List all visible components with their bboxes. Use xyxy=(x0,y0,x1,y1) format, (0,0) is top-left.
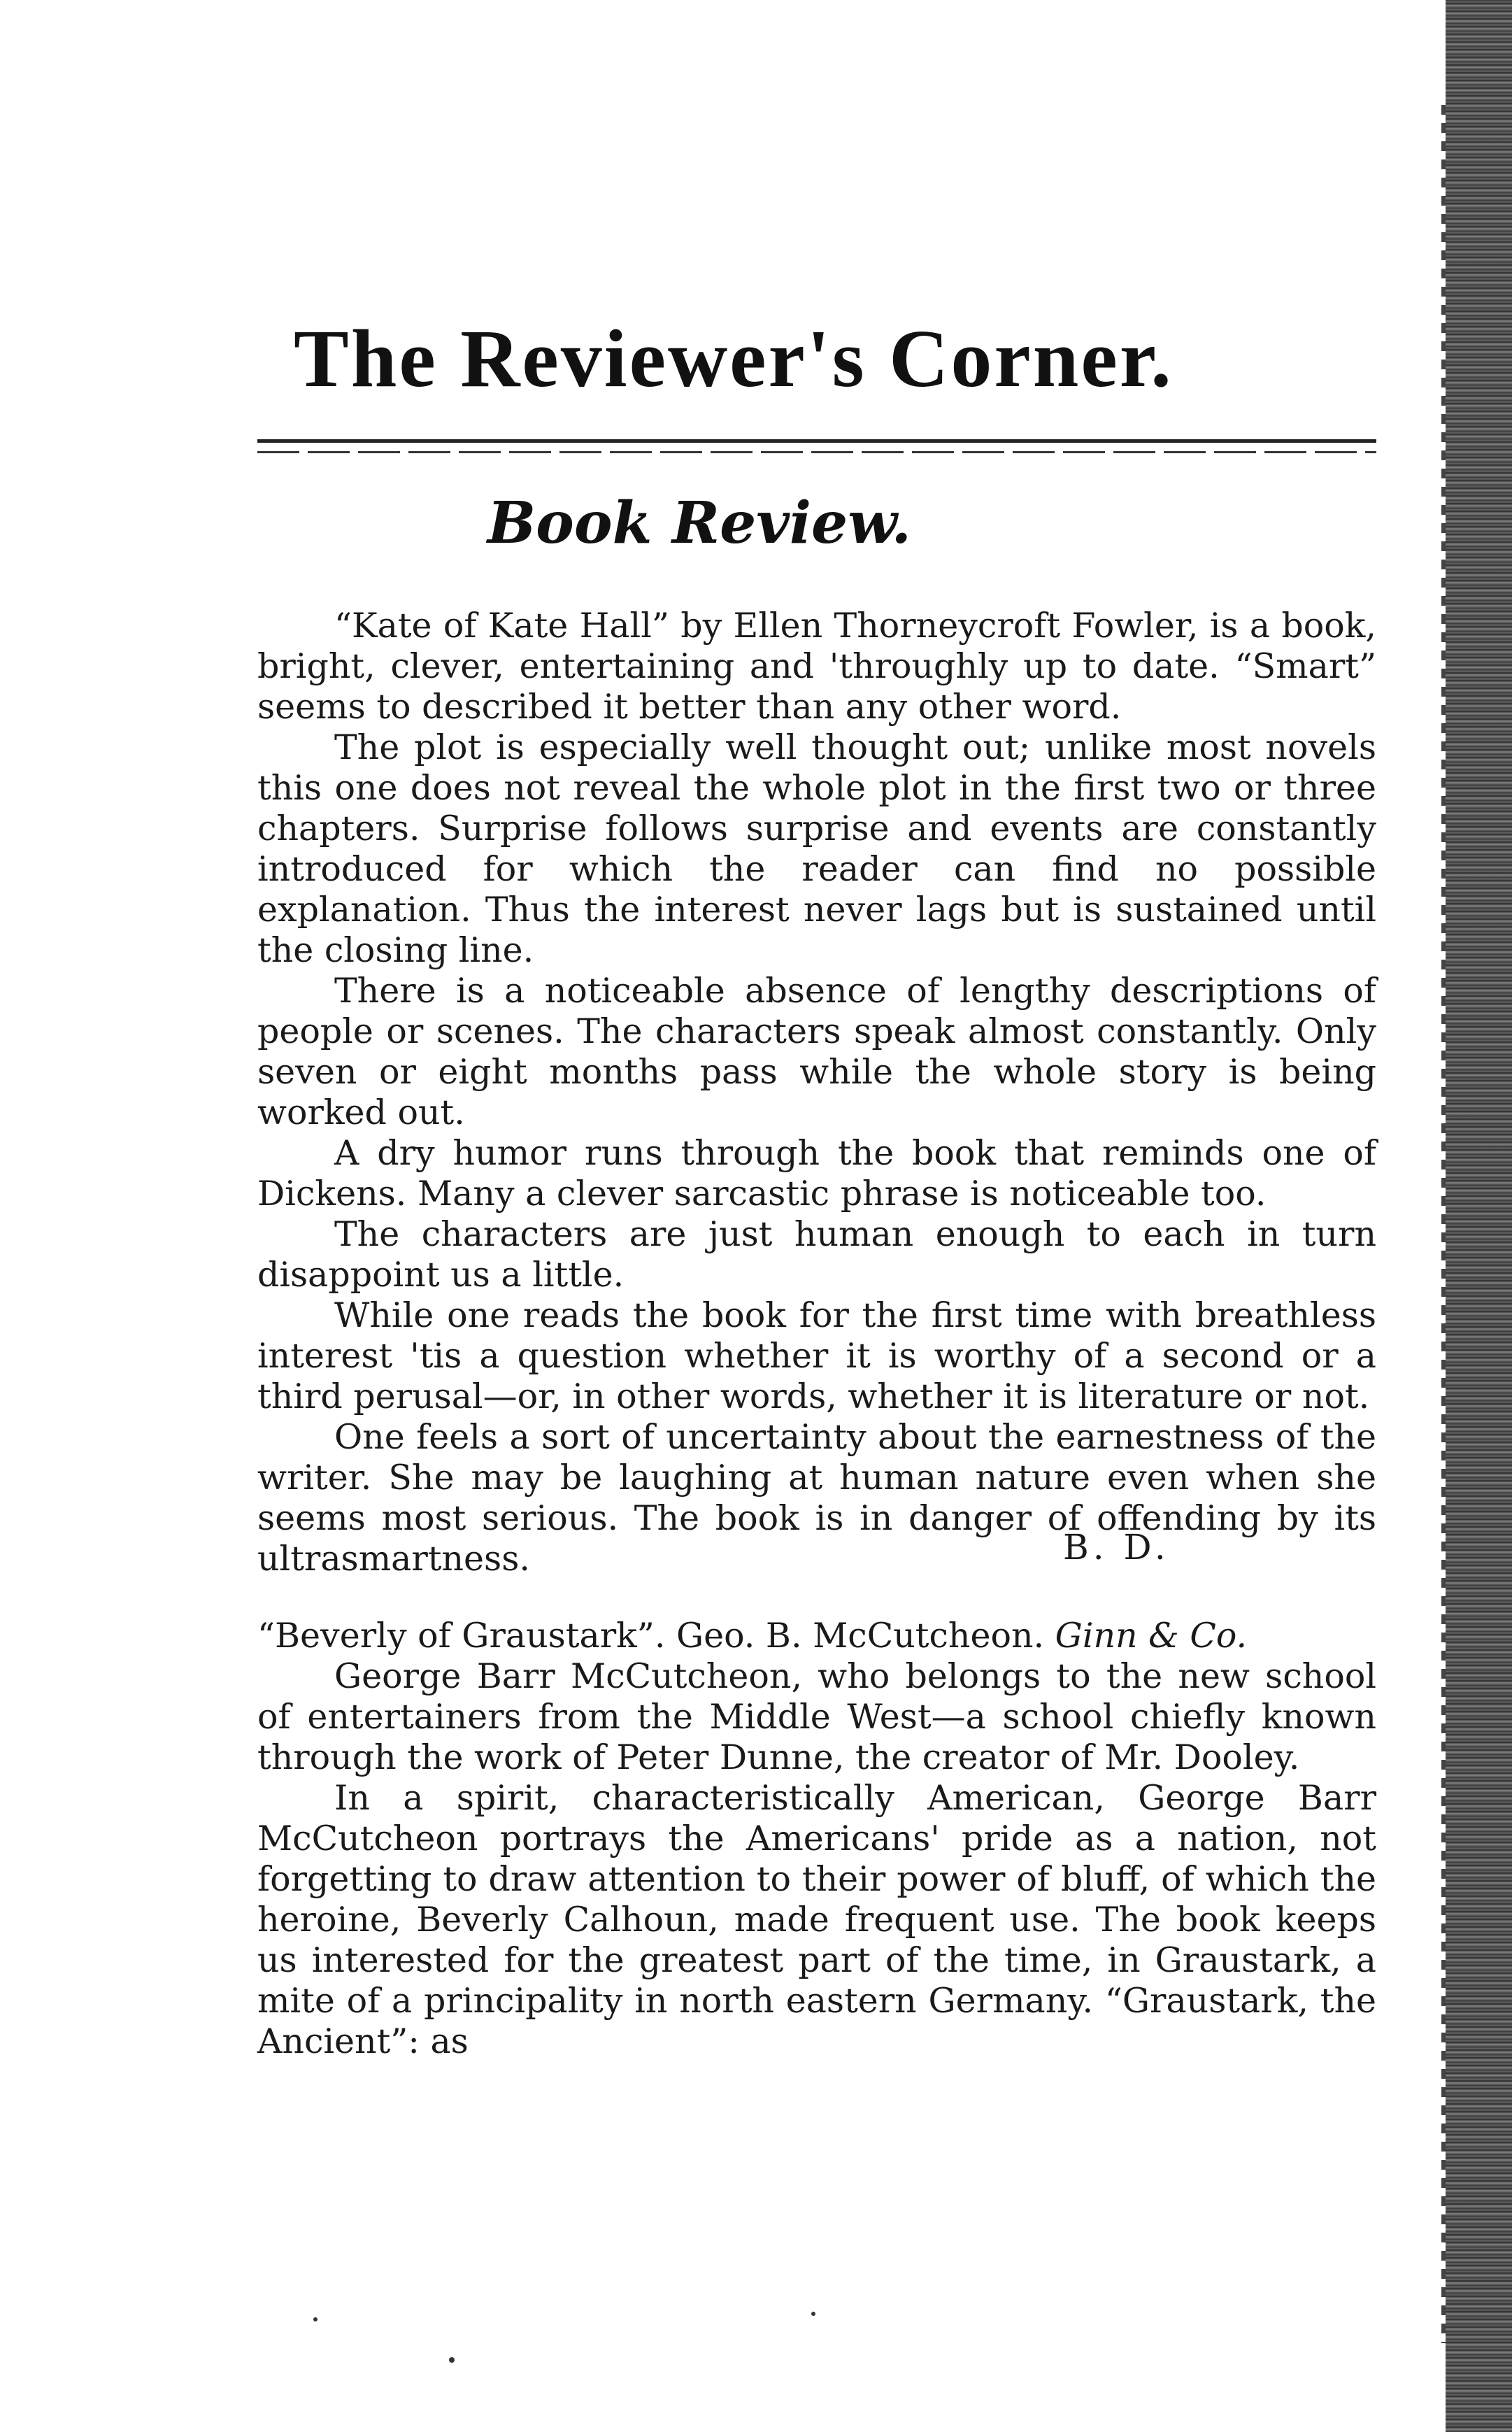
review-1-body xyxy=(257,606,1376,1579)
review-1-paragraph: There is a noticeable absence of lengthy descriptions of people or scenes. The characters speak almost constantly. Only seven or eight months pass while the whole story is being worked out. xyxy=(257,971,1376,1132)
review-1-paragraph: The plot is especially well thought out; unlike most novels this one does not reveal the whole plot in the first two or three chapters. Surprise follows surprise and events are constantly introduced for which the reader can find no possible explanation. Thus the interest never lags but is sustained until the closing line. xyxy=(257,727,1376,970)
review-1-paragraph: The characters are just human enough to each in turn disappoint us a little. xyxy=(257,1214,1376,1295)
review-2-paragraph: In a spirit, characteristically American, George Barr McCutcheon portrays the Americans' pride as a nation, not forgetting to draw attention to their power of bluff, of which the heroine, Beverly Calhoun, made frequent use. The book keeps us interested for the greatest part of the time, in Graustark, a mite of a principality in north eastern Germany. “Graustark, the Ancient”: as xyxy=(257,1778,1376,2061)
speck xyxy=(449,2357,455,2363)
review-1-paragraph: One feels a sort of uncertainty about the earnestness of the writer. She may be laughing at human nature even when she seems most serious. The book is in danger of offending by its ultrasmartness. xyxy=(257,1417,1376,1579)
page-edge-line xyxy=(1441,105,1446,2343)
review-2-publisher: Ginn & Co. xyxy=(1055,1616,1248,1656)
review-1-signature: B. D. xyxy=(1063,1527,1170,1567)
review-1-paragraph: “Kate of Kate Hall” by Ellen Thorneycroft Fowler, is a book, bright, clever, entertaining and 'throughly up to date. “Smart” seems to described it better than any other word. xyxy=(257,606,1376,727)
speck xyxy=(313,2317,318,2321)
review-2-book-title: “Beverly of Graustark”. Geo. B. McCutcheon. xyxy=(257,1616,1045,1656)
speck xyxy=(811,2312,815,2316)
review-1-paragraph: A dry humor runs through the book that reminds one of Dickens. Many a clever sarcastic phrase is noticeable too. xyxy=(257,1133,1376,1214)
review-2-heading xyxy=(257,1616,1376,1656)
page-edge-shadow xyxy=(1446,0,1512,2432)
title-rule-dashed xyxy=(257,451,1376,453)
review-1-paragraph: While one reads the book for the first time with breathless interest 'tis a question whether it is worthy of a second or a third perusal—or, in other words, whether it is literature or not. xyxy=(257,1295,1376,1416)
review-2-paragraph: George Barr McCutcheon, who belongs to the new school of entertainers from the Middle West—a school chiefly known through the work of Peter Dunne, the creator of Mr. Dooley. xyxy=(257,1656,1376,1777)
section-subtitle: Book Review. xyxy=(487,490,912,557)
page-title: The Reviewer's Corner. xyxy=(294,313,1174,404)
review-2-body xyxy=(257,1616,1376,2062)
title-rule xyxy=(257,439,1376,443)
